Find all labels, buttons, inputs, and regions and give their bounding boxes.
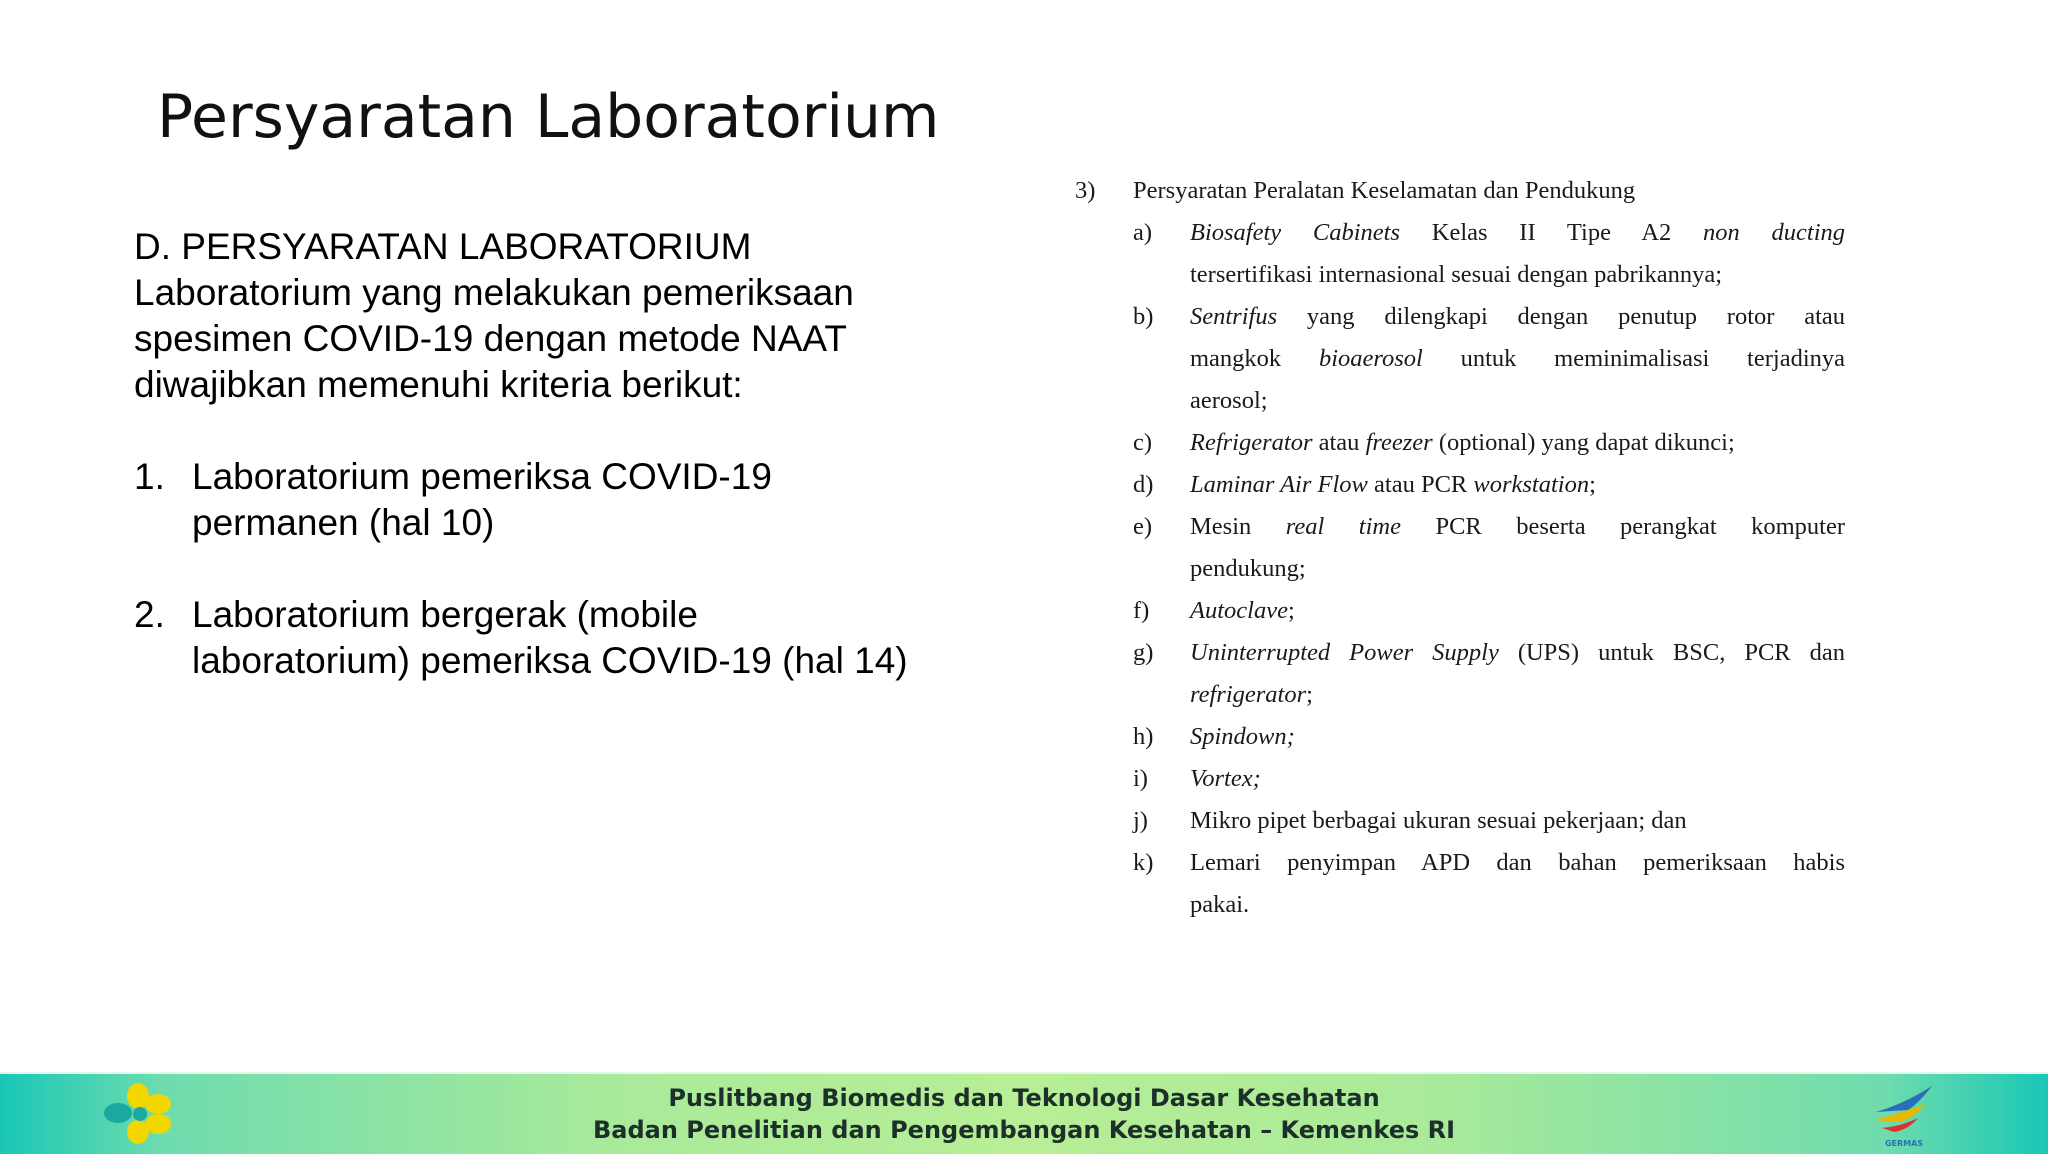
- item-text: (UPS) untuk BSC, PCR dan: [1517, 639, 1846, 666]
- item-text: Mesin: [1190, 513, 1252, 540]
- equipment-item: [1133, 632, 1850, 716]
- item-text: (optional) yang dapat dikunci;: [1432, 429, 1735, 456]
- item-text: ;: [1306, 681, 1313, 708]
- item-text: ;: [1287, 597, 1295, 624]
- italic-term: Biosafety Cabinets: [1190, 219, 1401, 246]
- germas-logo-icon: [1868, 1074, 1940, 1150]
- section-number: 3): [1075, 177, 1096, 204]
- item-line: Lemari penyimpan APD dan bahan pemeriksaan habis: [1190, 849, 1845, 876]
- italic-term: Autoclave: [1190, 597, 1288, 624]
- item-label: b): [1133, 303, 1154, 330]
- equipment-item: [1133, 800, 1850, 842]
- footer-line: Puslitbang Biomedis dan Teknologi Dasar Kesehatan: [668, 1084, 1380, 1112]
- item-text: untuk meminimalisasi terjadinya: [1460, 345, 1845, 372]
- item-label: f): [1133, 597, 1150, 624]
- equipment-item: [1133, 716, 1850, 758]
- italic-term: bioaerosol: [1318, 345, 1423, 372]
- kemenkes-logo-icon: [94, 1080, 182, 1146]
- item-line: [1190, 590, 1850, 632]
- italic-term: Uninterrupted Power Supply: [1190, 639, 1499, 666]
- germas-logo-text: GERMAS: [1884, 1139, 1924, 1148]
- item-text: Kelas II Tipe A2: [1431, 219, 1672, 246]
- list-item-line: Laboratorium pemeriksa COVID-19: [192, 456, 772, 497]
- item-line: [1190, 758, 1850, 800]
- equipment-item: [1133, 842, 1850, 926]
- intro-line: spesimen COVID-19 dengan metode NAAT: [134, 318, 847, 359]
- item-label: j): [1133, 807, 1148, 834]
- footer-banner: [0, 1072, 2048, 1154]
- item-text: ;: [1589, 471, 1596, 498]
- item-line: Mikro pipet berbagai ukuran sesuai pekerjaan; dan: [1190, 807, 1687, 834]
- list-number: 1.: [134, 456, 165, 497]
- slide-title: Persyaratan Laboratorium: [157, 82, 940, 152]
- item-label: d): [1133, 471, 1154, 498]
- italic-term: real time: [1285, 513, 1401, 540]
- item-label: c): [1133, 429, 1153, 456]
- item-text: PCR beserta perangkat komputer: [1435, 513, 1846, 540]
- equipment-item: [1133, 506, 1850, 590]
- list-item-line: laboratorium) pemeriksa COVID-19 (hal 14): [192, 640, 908, 681]
- item-line: pendukung;: [1190, 555, 1306, 582]
- italic-term: workstation: [1473, 471, 1590, 498]
- italic-term: refrigerator: [1190, 681, 1307, 708]
- item-line: pakai.: [1190, 891, 1250, 918]
- equipment-item: [1133, 422, 1850, 464]
- item-line: [1190, 296, 1845, 338]
- italic-term: Laminar Air Flow: [1190, 471, 1368, 498]
- item-label: k): [1133, 849, 1154, 876]
- item-text: yang dilengkapi dengan penutup rotor atau: [1306, 303, 1846, 330]
- equipment-item: [1133, 758, 1850, 800]
- equipment-item: [1133, 464, 1850, 506]
- footer-text: [0, 1082, 2048, 1146]
- list-item-line: permanen (hal 10): [192, 502, 495, 543]
- item-label: i): [1133, 765, 1148, 792]
- item-line: [1190, 422, 1850, 464]
- item-label: e): [1133, 513, 1153, 540]
- equipment-item: [1133, 590, 1850, 632]
- list-item: [134, 592, 974, 684]
- item-line: [1190, 506, 1845, 548]
- italic-term: freezer: [1365, 429, 1433, 456]
- item-line: [1190, 716, 1850, 758]
- document-excerpt: [1075, 170, 1850, 926]
- footer-line: Badan Penelitian dan Pengembangan Kesehatan – Kemenkes RI: [592, 1116, 1456, 1144]
- item-label: a): [1133, 219, 1153, 246]
- item-line: [1190, 212, 1845, 254]
- item-label: g): [1133, 639, 1154, 666]
- list-item: [134, 454, 974, 546]
- item-text: atau: [1312, 429, 1366, 456]
- equipment-item: [1133, 212, 1850, 296]
- intro-heading: D. PERSYARATAN LABORATORIUM: [134, 226, 752, 267]
- section-title: Persyaratan Peralatan Keselamatan dan Pendukung: [1133, 177, 1636, 204]
- item-text: atau PCR: [1367, 471, 1474, 498]
- item-text: mangkok: [1190, 345, 1282, 372]
- left-content: [134, 224, 974, 684]
- equipment-item: [1133, 296, 1850, 422]
- criteria-list: [134, 454, 974, 684]
- intro-line: diwajibkan memenuhi kriteria berikut:: [134, 364, 743, 405]
- italic-term: Spindown;: [1190, 723, 1295, 750]
- list-item-line: Laboratorium bergerak (mobile: [192, 594, 698, 635]
- list-number: 2.: [134, 594, 165, 635]
- item-line: [1190, 674, 1850, 716]
- intro-paragraph: [134, 224, 974, 408]
- item-line: [1190, 338, 1845, 380]
- italic-term: Sentrifus: [1190, 303, 1278, 330]
- item-line: [1190, 464, 1850, 506]
- italic-term: non ducting: [1703, 219, 1846, 246]
- item-label: h): [1133, 723, 1154, 750]
- intro-line: Laboratorium yang melakukan pemeriksaan: [134, 272, 854, 313]
- italic-term: Refrigerator: [1190, 429, 1313, 456]
- item-line: [1190, 632, 1845, 674]
- section-heading: [1075, 170, 1850, 212]
- item-line: aerosol;: [1190, 387, 1268, 414]
- italic-term: Vortex;: [1190, 765, 1261, 792]
- item-line: tersertifikasi internasional sesuai dengan pabrikannya;: [1190, 261, 1723, 288]
